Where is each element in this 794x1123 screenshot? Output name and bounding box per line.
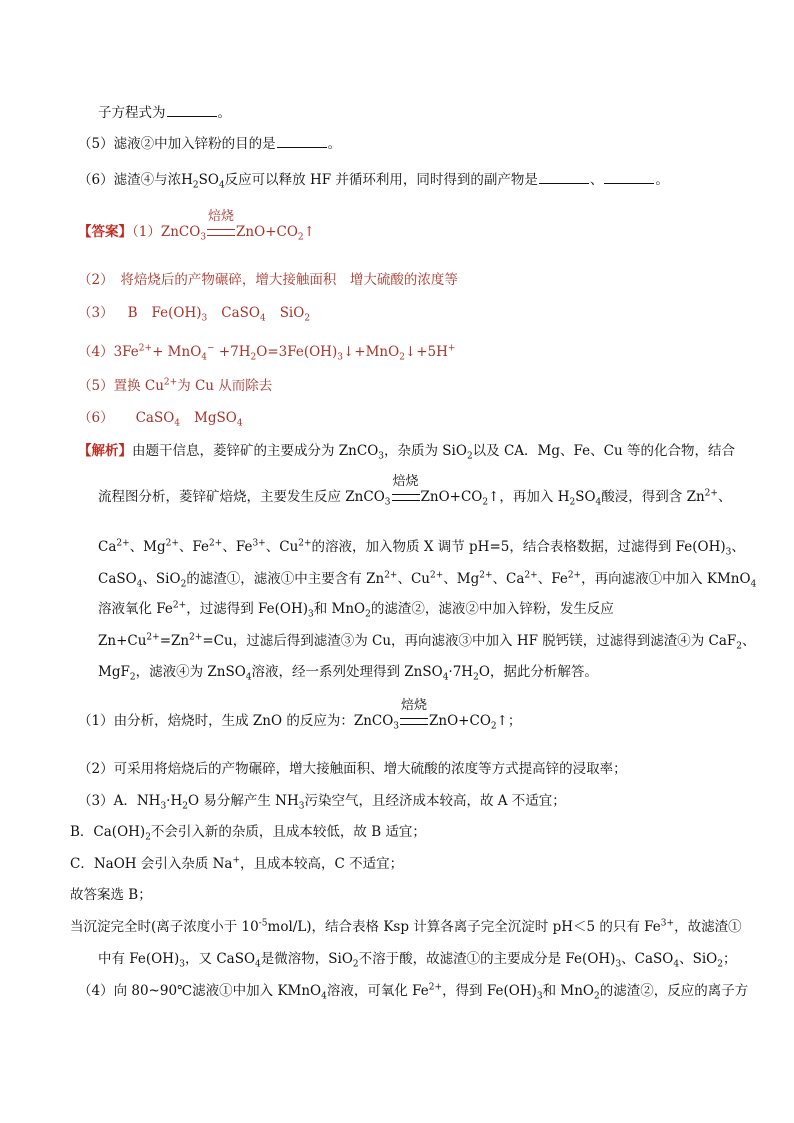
reaction-condition: 焙烧 <box>206 223 236 241</box>
question-5: （5）滤液②中加入锌粉的目的是 。 <box>78 136 342 152</box>
reaction-condition: 焙烧 <box>399 712 429 730</box>
analysis-step-3d: 故答案选 B； <box>70 887 152 903</box>
analysis-line-2: 流程图分析，菱锌矿焙烧，主要发生反应 ZnCO$_3$ 焙烧 $ZnO+CO_2↑$，再加入 $H_2SO_4$酸浸，得到含 $Zn^{2+}$、 <box>98 474 732 508</box>
analysis-line-1: 【解析】由题干信息，菱锌矿的主要成分为 ZnCO$_3$，杂质为 SiO$_2$以及 CA．Mg、Fe、Cu 等的化合物，结合 <box>78 443 735 462</box>
answer-4: $(4)3Fe^{2+}+ MnO_4^-$ $+7H_2O=3Fe(OH)_3↓+MnO_2↓+5H^+$ <box>78 343 456 363</box>
answer-blank <box>277 135 327 148</box>
answer-1: 【答案】（1）ZnCO$_3$ 焙烧 $ZnO+CO_2↑$ <box>78 209 315 243</box>
analysis-line-7: MgF$_2$，滤液④为 ZnSO$_4$溶液，经一系列处理得到 $ZnSO_4\cdot 7H_2O$，据此分析解答。 <box>98 664 598 683</box>
answer-blank <box>539 171 589 184</box>
analysis-line-4: CaSO$_4$、SiO$_2$的滤渣①，滤液①中主要含有 $Zn^{2+}$、$Cu^{2+}$、$Mg^{2+}$、$Ca^{2+}$、$Fe^{2+}$，再向滤液①中加入 KMnO$_4$ <box>98 570 757 590</box>
analysis-step-3b: B．$Ca(OH)_2$不会引入新的杂质，且成本较低，故 B 适宜； <box>70 824 426 843</box>
answer-label: 【答案】 <box>78 224 132 240</box>
analysis-step-2: （2）可采用将焙烧后的产物碾碎，增大接触面积、增大硫酸的浓度等方式提高锌的浸取率； <box>78 761 627 777</box>
analysis-step-3a: （3）A．$NH_3\cdot H_2O$ 易分解产生 $NH_3$污染空气，且经济成本较高，故 A 不适宜； <box>78 793 566 812</box>
answer-3: （3） B $Fe(OH)_3$ CaSO$_4$ SiO$_2$ <box>78 305 311 324</box>
analysis-line-3: $Ca^{2+}$、$Mg^{2+}$、$Fe^{2+}$、$Fe^{3+}$、$Cu^{2+}$的溶液，加入物质 X 调节 pH=5，结合表格数据，过滤得到 $Fe(OH)_3$、 <box>98 538 745 558</box>
analysis-step-3f: 中有 $Fe(OH)_3$，又 CaSO$_4$是微溶物，SiO$_2$不溶于酸，故滤渣①的主要成分是 $Fe(OH)_3$、CaSO$_4$、SiO$_2$； <box>98 951 737 970</box>
analysis-step-3e: 当沉淀完全时(离子浓度小于 $10^{-5}mol/L$)，结合表格 Ksp 计算各离子完全沉淀时 pH＜5 的只有 $Fe^{3+}$，故滤渣① <box>70 918 742 935</box>
question-line-1: 子方程式为 。 <box>98 105 231 121</box>
answer-6: （6） CaSO$_4$ MgSO$_4$ <box>78 410 243 429</box>
answer-5: （5）置换 $Cu^{2+}$为 Cu 从而除去 <box>78 377 273 394</box>
analysis-step-4: （4）向 80~90℃滤液①中加入 KMnO$_4$溶液，可氧化 $Fe^{2+}$，得到 $Fe(OH)_3$和 MnO$_2$的滤渣②，反应的离子方 <box>78 982 749 1002</box>
analysis-line-6: $Zn+Cu^{2+}=Zn^{2+}=Cu$，过滤后得到滤渣③为 Cu，再向滤液③中加入 HF 脱钙镁，过滤得到滤渣④为 CaF$_2$、 <box>98 632 756 652</box>
answer-2: （2） 将焙烧后的产物碾碎，增大接触面积 增大硫酸的浓度等 <box>78 272 458 288</box>
analysis-step-1: （1）由分析，焙烧时，生成 ZnO 的反应为：ZnCO$_3$ 焙烧 $ZnO+CO_2↑$； <box>78 698 522 732</box>
answer-blank <box>167 104 217 117</box>
question-6: （6）滤渣④与浓$H_2SO_4$反应可以释放 HF 并循环利用，同时得到的副产物是 、 。 <box>78 172 669 191</box>
analysis-step-3c: C．NaOH 会引入杂质 Na+，且成本较高，C 不适宜； <box>70 855 404 872</box>
analysis-line-5: 溶液氧化 $Fe^{2+}$，过滤得到 $Fe(OH)_3$和 MnO$_2$的滤渣②，滤液②中加入锌粉，发生反应 <box>98 600 614 620</box>
analysis-label: 【解析】 <box>78 443 132 459</box>
answer-blank <box>604 171 654 184</box>
reaction-condition: 焙烧 <box>391 488 421 506</box>
